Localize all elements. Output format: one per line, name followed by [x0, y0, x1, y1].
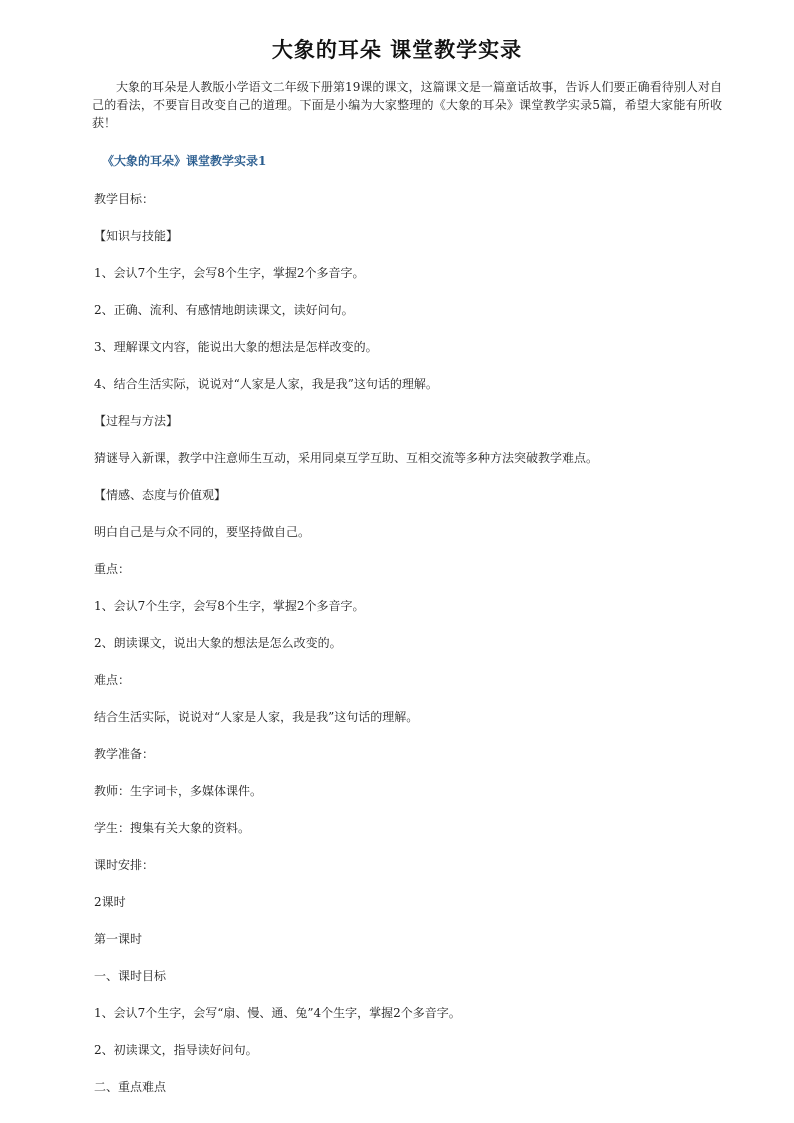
- text-line: 4、结合生活实际，说说对“人家是人家，我是我”这句话的理解。: [94, 377, 438, 391]
- text-line: 教学准备：: [94, 747, 155, 761]
- text-line: 明白自己是与众不同的，要坚持做自己。: [94, 525, 311, 539]
- text-line: 【过程与方法】: [94, 414, 179, 428]
- text-line: 重点：: [94, 562, 131, 576]
- text-line: 第一课时: [94, 932, 143, 946]
- text-line: 课时安排：: [94, 858, 155, 872]
- text-line: 1、会认7个生字，会写8个生字，掌握2个多音字。: [94, 599, 365, 613]
- text-line: 二、重点难点: [94, 1080, 167, 1094]
- text-line: 【知识与技能】: [94, 229, 179, 243]
- text-line: 结合生活实际，说说对“人家是人家，我是我”这句话的理解。: [94, 710, 419, 724]
- text-line: 难点：: [94, 673, 131, 687]
- text-line: 1、会认7个生字，会写8个生字，掌握2个多音字。: [94, 266, 365, 280]
- text-line: 教师：生字词卡，多媒体课件。: [94, 784, 263, 798]
- text-line: 3、理解课文内容，能说出大象的想法是怎样改变的。: [94, 340, 378, 354]
- text-line: 2、初读课文，指导读好问句。: [94, 1043, 258, 1057]
- text-line: 【情感、态度与价值观】: [94, 488, 227, 502]
- section-subtitle: 《大象的耳朵》课堂教学实录1: [102, 154, 267, 168]
- document-title: 大象的耳朵 课堂教学实录: [271, 38, 523, 62]
- intro-paragraph: 大象的耳朵是人教版小学语文二年级下册第19课的课文，这篇课文是一篇童话故事，告诉人们要正确看待别人对自己的看法，不要盲目改变自己的道理。下面是小编为大家整理的《大象的耳朵》课堂教学实录5篇，希望大家能有所收获！: [92, 80, 722, 130]
- text-line: 学生：搜集有关大象的资料。: [94, 821, 251, 835]
- text-line: 1、会认7个生字，会写“扇、慢、通、兔”4个生字，掌握2个多音字。: [94, 1006, 461, 1020]
- text-line: 2、正确、流利、有感情地朗读课文，读好问句。: [94, 303, 354, 317]
- text-line: 一、课时目标: [94, 969, 167, 983]
- text-line: 教学目标：: [94, 192, 155, 206]
- text-line: 2、朗读课文，说出大象的想法是怎么改变的。: [94, 636, 342, 650]
- text-line: 2课时: [94, 895, 126, 909]
- text-line: 猜谜导入新课，教学中注意师生互动，采用同桌互学互助、互相交流等多种方法突破教学难点。: [94, 451, 599, 465]
